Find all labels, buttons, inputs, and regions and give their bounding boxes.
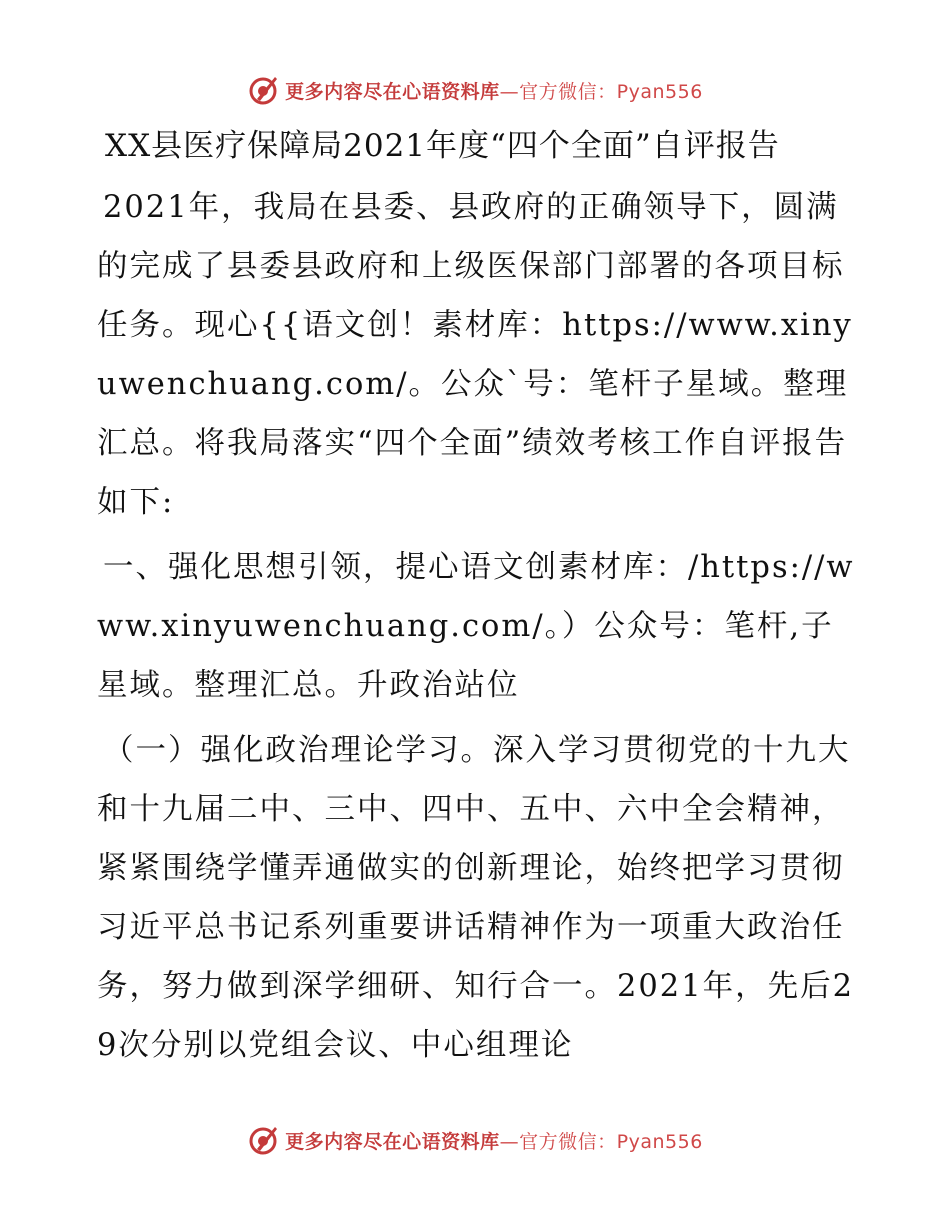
header-watermark-text (285, 77, 703, 104)
paragraph-intro: 2021年，我局在县委、县政府的正确领导下，圆满的完成了县委县政府和上级医保部门部署的各项目标任务。现心{{语文创！素材库：https://www.xinyuwenchuang.com/。公众`号：笔杆子星域。整理汇总。将我局落实“四个全面”绩效考核工作自评报告如下: (97, 190, 853, 520)
brand-name: 更多内容尽在心语资料库 (285, 1130, 500, 1153)
paragraph-section-one-a: （一）强化政治理论学习。深入学习贯彻党的十九大和十九届二中、三中、四中、五中、六中全会精神，紧紧围绕学懂弄通做实的创新理论，始终把学习贯彻习近平总书记系列重要讲话精神作为一项重大政治任务，努力做到深学细研、知行合一。2021年，先后29次分别以党组会议、中心组理论 (97, 733, 855, 1063)
brand-contact: —官方微信：Pyan556 (499, 1130, 703, 1153)
document-title: XX县医疗保障局2021年度“四个全面”自评报告 (105, 128, 780, 164)
footer-watermark-banner (0, 1120, 950, 1160)
brand-contact: —官方微信：Pyan556 (499, 80, 703, 103)
header-watermark-banner (0, 70, 950, 110)
brand-name: 更多内容尽在心语资料库 (285, 80, 500, 103)
document-body (97, 122, 857, 1081)
footer-watermark-text (285, 1127, 703, 1154)
quill-ring-logo-icon (247, 73, 281, 107)
section-heading-one: 一、强化思想引领，提心语文创素材库：/https://www.xinyuwenchuang.com/。）公众号：笔杆,子星域。整理汇总。升政治站位 (97, 550, 855, 703)
quill-ring-logo-icon (247, 1123, 281, 1157)
